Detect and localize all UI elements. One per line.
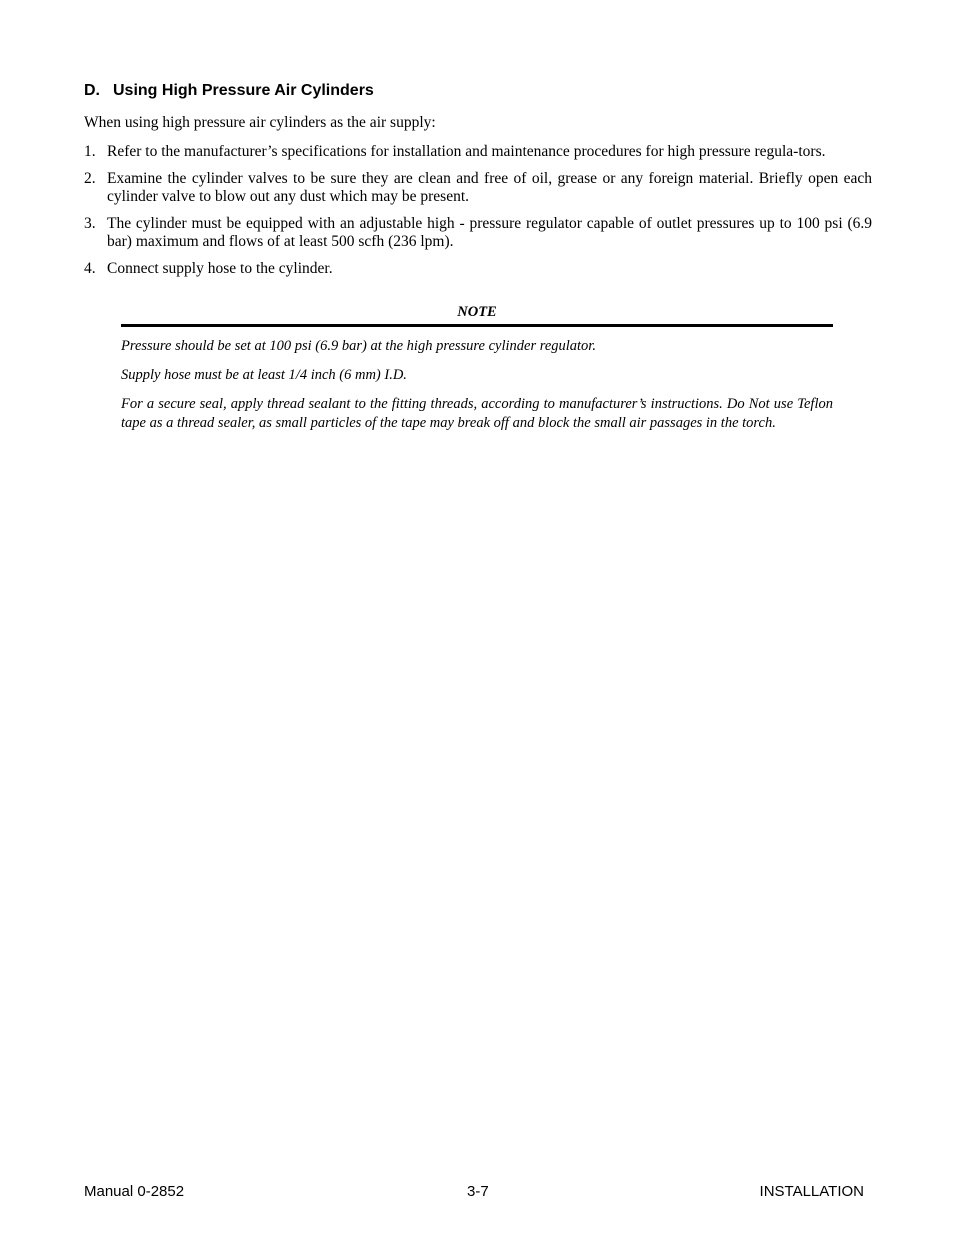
section-letter: D.: [84, 82, 100, 99]
step-number: 1.: [84, 143, 96, 160]
steps-list: [84, 143, 872, 286]
page-footer: [84, 1182, 864, 1202]
section-title: Using High Pressure Air Cylinders: [113, 82, 374, 99]
note-title: NOTE: [457, 304, 497, 320]
step-text: The cylinder must be equipped with an adjustable high - pressure regulator capable of outlet pressures up to 100 psi (6.9 bar) maximum and flows of at least 500 scfh (236 lpm).: [107, 214, 872, 250]
step-number: 4.: [84, 259, 96, 277]
step-item: [84, 260, 872, 279]
note-divider: [121, 324, 833, 327]
intro-text: When using high pressure air cylinders as the air supply:: [84, 114, 436, 131]
footer-manual-number: Manual 0-2852: [84, 1183, 185, 1200]
note-paragraph: Supply hose must be at least 1/4 inch (6 mm) I.D.: [121, 367, 407, 383]
note-paragraph: Pressure should be set at 100 psi (6.9 bar) at the high pressure cylinder regulator.: [121, 338, 596, 354]
step-item: [84, 143, 872, 162]
footer-page-number: 3-7: [467, 1183, 489, 1200]
footer-chapter: INSTALLATION: [759, 1183, 864, 1200]
note-block: [121, 304, 833, 443]
step-item: [84, 215, 872, 252]
step-item: [84, 170, 872, 207]
note-paragraph: For a secure seal, apply thread sealant to the fitting threads, according to manufacturer’s instructions. Do Not use Teflon tape as a thread sealer, as small particles of the tape may break off and block the small air passages in the torch.: [121, 396, 833, 431]
step-text: Connect supply hose to the cylinder.: [107, 259, 333, 277]
section-heading: [84, 81, 374, 101]
step-number: 2.: [84, 169, 96, 187]
step-text: Refer to the manufacturer’s specifications for installation and maintenance procedures for high pressure regula-tors.: [107, 143, 826, 160]
step-number: 3.: [84, 214, 96, 232]
step-text: Examine the cylinder valves to be sure they are clean and free of oil, grease or any foreign material. Briefly open each cylinder valve to blow out any dust which may be present.: [107, 169, 872, 205]
